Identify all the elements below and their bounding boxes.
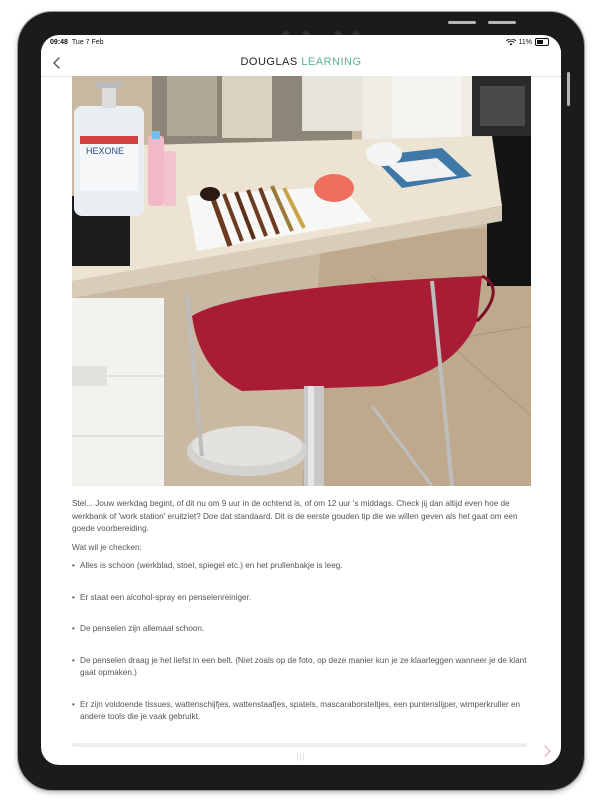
checklist (72, 560, 531, 724)
wifi-icon (506, 39, 516, 46)
article-intro: Stel... Jouw werkdag begint, of dit nu om 9 uur in de ochtend is, of om 12 uur 's middags. Check jij dan altijd even hoe de werkbank of 'work station' eruitziet? Doe dat standaard. Dit is de eerste gouden tip die we willen geven als het gaat om een goede voorbereiding. (72, 499, 518, 533)
nav-bar (41, 50, 561, 77)
status-time: 09:48 Tue 7 Feb (50, 39, 104, 46)
checklist-item: • Er staat een alcohol-spray en penselenreiniger. (72, 592, 531, 605)
checklist-item: • Alles is schoon (werkblad, stoel, spiegel etc.) en het prullenbakje is leeg. (72, 560, 531, 573)
power-button (567, 72, 570, 106)
volume-button (488, 21, 516, 24)
checklist-item: • De penselen zijn allemaal schoon. (72, 623, 531, 636)
makeup-workstation-photo (72, 76, 531, 486)
battery-percentage: 11% (518, 38, 532, 46)
checklist-item: • De penselen draag je het liefst in een belt. (Niet zoals op de foto, op deze manier kun je ze klaarleggen wanneer je de klant gaat opmaken.) (72, 655, 531, 680)
battery-icon (535, 38, 549, 46)
volume-button (448, 21, 476, 24)
status-right (506, 38, 550, 46)
article-body (72, 498, 531, 743)
bottle-label: HEXONE (86, 146, 125, 156)
app-screen (41, 35, 561, 765)
page-indicator: ||| (296, 754, 306, 761)
status-bar (41, 35, 561, 50)
checklist-item: • Er zijn voldoende tissues, wattenschijfjes, wattenstaafjes, spatels, mascaraborsteltjes, een puntenslijper, wimperkruller en andere tools die je vaak gebruikt. (72, 699, 531, 724)
reading-progress-bar (72, 743, 527, 747)
brand-primary: DOUGLAS (240, 56, 298, 68)
brand-secondary: LEARNING (301, 56, 362, 68)
status-date: Tue 7 Feb (71, 39, 104, 46)
checklist-title: Wat wil je checken: (72, 542, 142, 552)
brand-logo (41, 56, 561, 68)
